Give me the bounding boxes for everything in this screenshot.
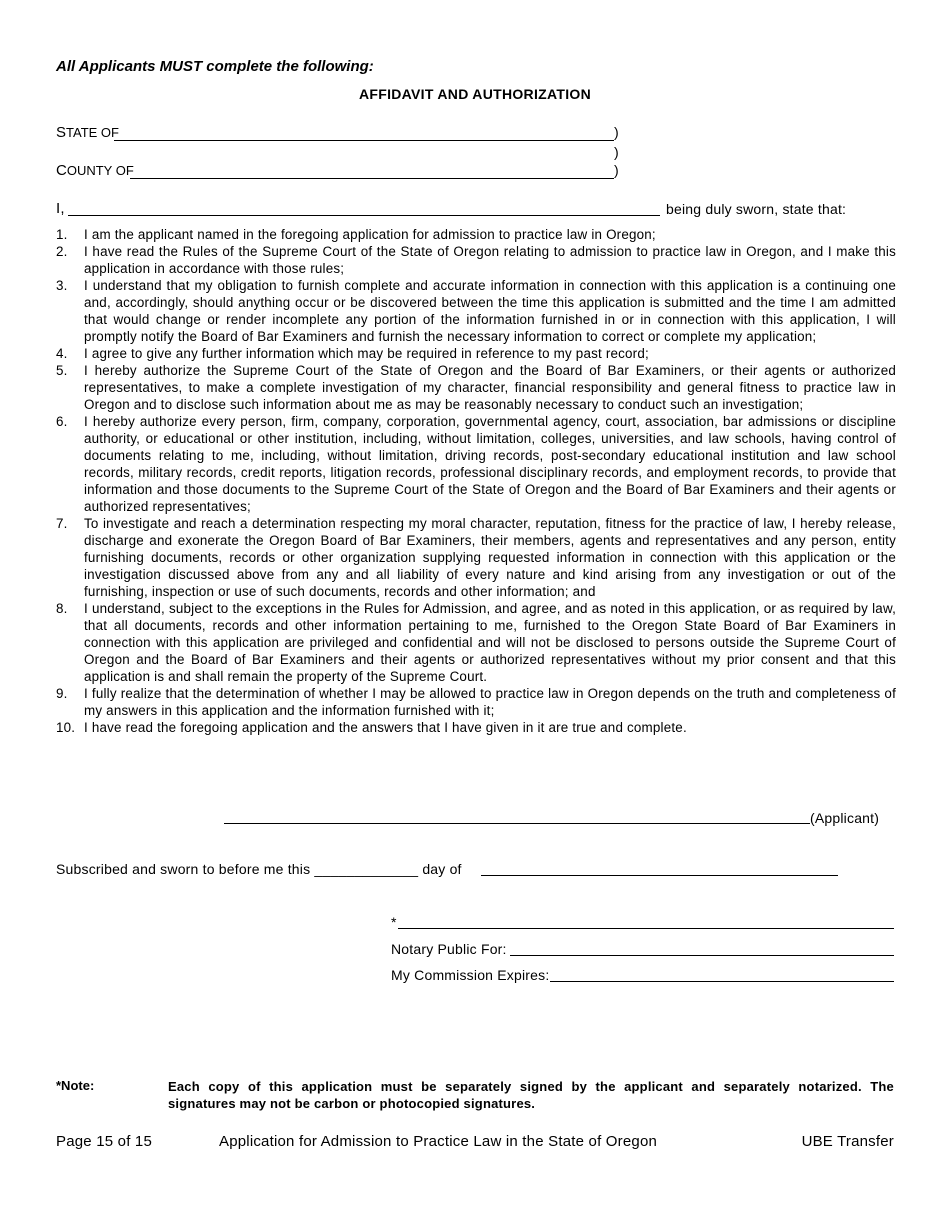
footer-page-number: Page 15 of 15 — [56, 1133, 153, 1150]
state-label: STATE OF — [56, 124, 119, 141]
list-item: 5. I hereby authorize the Supreme Court of the State of Oregon and the Board of Bar Examiners, or their agents or authorized representatives, to make a complete investigation of my character, financial responsibility and general fitness to practice law in Oregon and to disclose such information about me as may be reasonably necessary to conduct such an investigation; — [56, 363, 896, 412]
state-field[interactable] — [114, 140, 614, 141]
sworn-prefix: Subscribed and sworn to before me this _____________ day of — [56, 861, 462, 877]
day-blank[interactable]: _____________ — [314, 861, 419, 877]
list-item: 7. To investigate and reach a determination respecting my moral character, reputation, fitness for the practice of law, I hereby release, discharge and exonerate the Oregon Board of Bar Examiners, their members, agents and representatives and any person, entity furnishing documents, records or other organization supplying requested information in connection with this application or the investigation discussed above from any and all liability of every nature and kind arising from any investigation or out of the furnishing, inspection or use of such documents, records and other information; and — [56, 516, 896, 599]
footer-title: Application for Admission to Practice Law in the State of Oregon — [219, 1133, 658, 1150]
list-item: 10. I have read the foregoing application and the answers that I have given in it are true and complete. — [56, 720, 687, 735]
bracket-paren: ) — [614, 124, 619, 140]
note-label: *Note: — [56, 1078, 95, 1093]
statement-list — [56, 226, 896, 736]
applicant-signature-field[interactable] — [224, 823, 810, 824]
bracket-paren: ) — [614, 162, 619, 178]
applicant-name-field[interactable] — [68, 215, 660, 216]
month-field[interactable] — [481, 875, 838, 876]
county-label: COUNTY OF — [56, 162, 134, 179]
notary-signature-field[interactable] — [398, 928, 894, 929]
oath-prefix: I, — [56, 200, 65, 217]
notary-public-label: Notary Public For: — [391, 941, 507, 957]
intro-heading: All Applicants MUST complete the following: — [56, 58, 374, 75]
list-item: 2. I have read the Rules of the Supreme Court of the State of Oregon relating to admission to practice law in Oregon, and I make this application in accordance with those rules; — [56, 244, 896, 276]
form-title: AFFIDAVIT AND AUTHORIZATION — [358, 86, 592, 102]
list-item: 8. I understand, subject to the exceptions in the Rules for Admission, and agree, and as noted in this application, or as required by law, that all documents, records and other information pertaining to me, furnished to the Oregon State Board of Bar Examiners in connection with this application are privileged and confidential and will not be disclosed to persons outside the Supreme Court of Oregon and the Board of Bar Examiners and their agents or authorized representatives without my prior consent and that this application is and shall remain the property of the Supreme Court. — [56, 601, 896, 684]
note-text: Each copy of this application must be separately signed by the applicant and separately notarized. The signatures may not be carbon or photocopied signatures. — [168, 1079, 894, 1111]
oath-suffix: being duly sworn, state that: — [666, 201, 847, 217]
commission-label: My Commission Expires: — [391, 967, 550, 983]
commission-field[interactable] — [550, 981, 894, 982]
notary-asterisk: * — [391, 914, 397, 930]
list-item: 4. I agree to give any further information which may be required in reference to my past record; — [56, 346, 649, 361]
list-item: 1. I am the applicant named in the foregoing application for admission to practice law in Oregon; — [56, 227, 656, 242]
bracket-paren: ) — [614, 144, 619, 160]
county-field[interactable] — [130, 178, 614, 179]
list-item: 9. I fully realize that the determination of whether I may be allowed to practice law in Oregon depends on the truth and completeness of my answers in this application and the information furnished with it; — [56, 686, 896, 718]
applicant-label: (Applicant) — [810, 810, 880, 826]
list-item: 6. I hereby authorize every person, firm, company, corporation, governmental agency, court, association, bar admissions or discipline authority, or educational or other institution, including, without limitation, colleges, universities, and law schools, having control of documents relating to me, including, without limitation, driving records, post-secondary educational institution and law school records, military records, credit reports, litigation records, professional disciplinary records, and employment records, to provide that information and those documents to the Supreme Court of the State of Oregon and the Board of Bar Examiners and their agents or authorized representatives; — [56, 414, 896, 514]
footer-right: UBE Transfer — [801, 1133, 894, 1150]
list-item: 3. I understand that my obligation to furnish complete and accurate information in connection with this application is a continuing one and, accordingly, should anything occur or be discovered between the time this application is submitted and the time I am admitted that would change or render incomplete any portion of the information furnished in or in connection with this application, I will promptly notify the Board of Bar Examiners and furnish the necessary information to correct or complete my application; — [56, 278, 896, 344]
notary-public-field[interactable] — [510, 955, 894, 956]
